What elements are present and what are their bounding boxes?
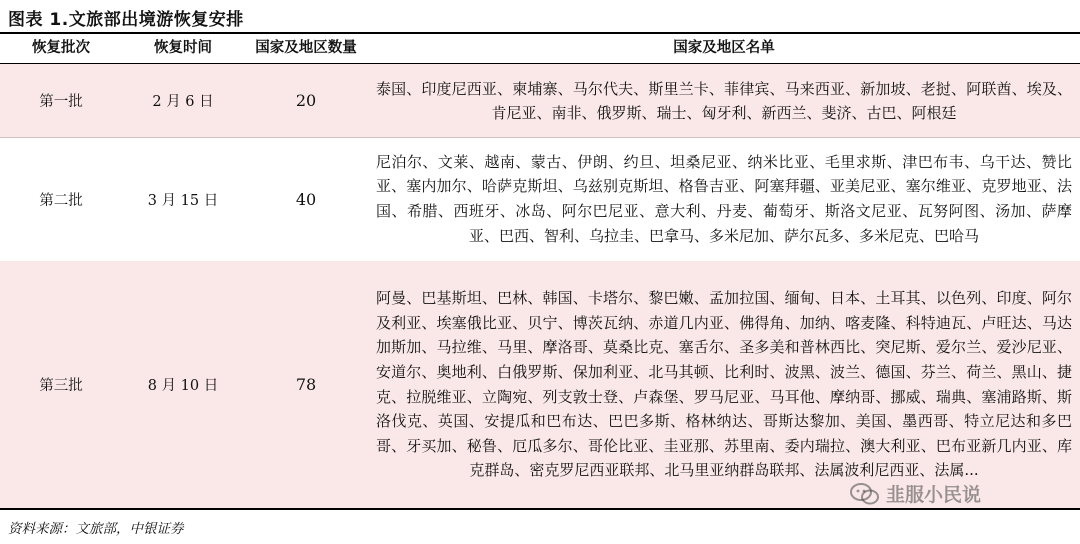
count-cell: 78 xyxy=(295,375,317,394)
batch-cell: 第一批 xyxy=(39,94,83,110)
names-cell xyxy=(368,261,1080,508)
header-batch: 恢复批次 xyxy=(32,40,90,56)
names-text: 泰国、印度尼西亚、柬埔寨、马尔代夫、斯里兰卡、菲律宾、马来西亚、新加坡、老挝、阿联酋、埃及、肯尼亚、南非、俄罗斯、瑞士、匈牙利、新西兰、斐济、古巴、阿根廷 xyxy=(376,79,1072,122)
table-row xyxy=(0,261,1080,508)
table-top-rule xyxy=(0,32,1080,34)
count-cell: 40 xyxy=(295,189,317,209)
table-bottom-rule xyxy=(0,508,1080,510)
names-cell xyxy=(368,137,1080,261)
names-text: 阿曼、巴基斯坦、巴林、韩国、卡塔尔、黎巴嫩、孟加拉国、缅甸、日本、土耳其、以色列、印度、阿尔及利亚、埃塞俄比亚、贝宁、博茨瓦纳、赤道几内亚、佛得角、加纳、喀麦隆、科特迪瓦、卢旺达、马达加斯加、马拉维、马里、摩洛哥、莫桑比克、塞舌尔、圣多美和普林西比、突尼斯、爱尔兰、爱沙尼亚、安道尔、奥地利、白俄罗斯、保加利亚、北马其顿、比利时、波黑、波兰、德国、芬兰、荷兰、黑山、捷克、拉脱维亚、立陶宛、列支敦士登、卢森堡、罗马尼亚、马耳他、摩纳哥、挪威、瑞典、塞浦路斯、斯洛伐克、英国、安提瓜和巴布达、巴巴多斯、格林纳达、哥斯达黎加、美国、墨西哥、特立尼达和多巴哥、牙买加、秘鲁、厄瓜多尔、哥伦比亚、圭亚那、苏里南、委内瑞拉、澳大利亚、巴布亚新几内亚、库克群岛、密克罗尼西亚联邦、北马里亚纳群岛联邦、法属波利尼西亚、法属... xyxy=(376,289,1072,480)
watermark-text: 韭服小民说 xyxy=(886,484,982,506)
count-cell: 20 xyxy=(295,91,317,110)
date-cell: 2 月 6 日 xyxy=(152,94,214,110)
names-text: 尼泊尔、文莱、越南、蒙古、伊朗、约旦、坦桑尼亚、纳米比亚、毛里求斯、津巴布韦、乌干达、赞比亚、塞内加尔、哈萨克斯坦、乌兹别克斯坦、格鲁吉亚、阿塞拜疆、亚美尼亚、塞尔维亚、克罗地亚、法国、希腊、西班牙、冰岛、阿尔巴尼亚、意大利、丹麦、葡萄牙、斯洛文尼亚、瓦努阿图、汤加、萨摩亚、巴西、智利、乌拉圭、巴拿马、多米尼加、萨尔瓦多、多米尼克、巴哈马 xyxy=(376,152,1072,245)
source-note: 资料来源：文旅部，中银证券 xyxy=(8,521,184,537)
date-cell: 8 月 10 日 xyxy=(147,378,219,394)
watermark xyxy=(850,480,981,507)
table-row xyxy=(0,64,1080,137)
table-row xyxy=(0,137,1080,261)
batch-cell: 第三批 xyxy=(39,378,83,394)
header-date: 恢复时间 xyxy=(154,40,212,56)
header-names: 国家及地区名单 xyxy=(673,40,775,56)
names-cell xyxy=(368,64,1080,137)
header-count: 国家及地区数量 xyxy=(255,40,357,56)
batch-cell: 第二批 xyxy=(39,192,83,209)
figure-title: 图表 1.文旅部出境游恢复安排 xyxy=(8,10,244,30)
wechat-icon xyxy=(850,483,880,505)
date-cell: 3 月 15 日 xyxy=(147,192,219,209)
